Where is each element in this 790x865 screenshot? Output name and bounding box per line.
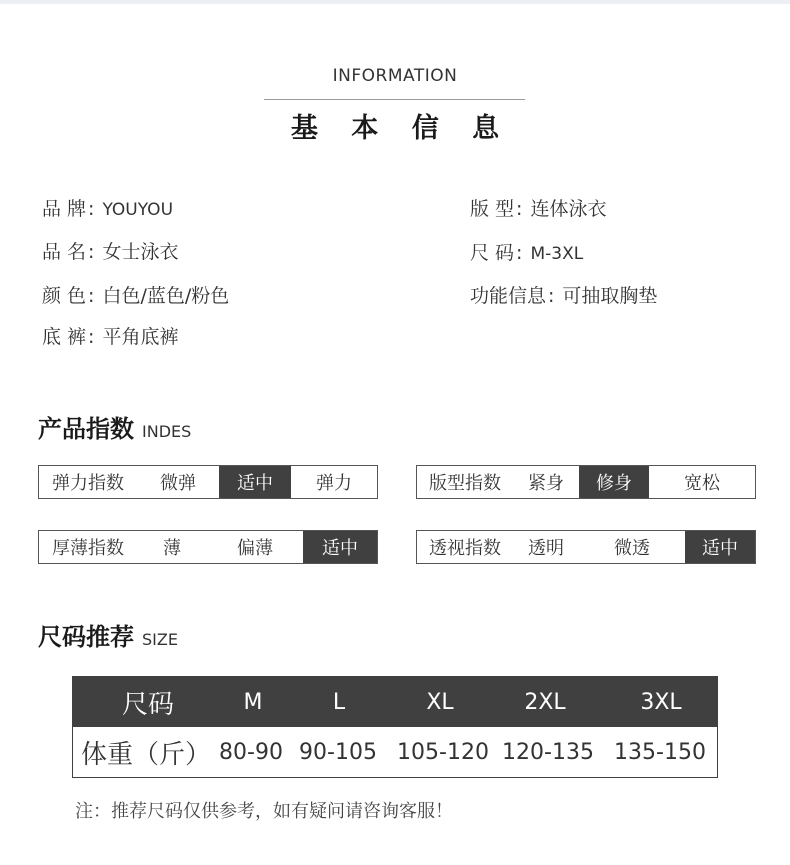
info-brand-value: YOUYOU (102, 200, 174, 220)
table-cell: 80-90 (219, 739, 283, 765)
header-cell: 2XL (524, 689, 566, 715)
info-fit-value: 连体泳衣 (530, 198, 607, 220)
index-label: 版型指数 (429, 473, 501, 494)
info-brand-key: 品 牌 (42, 198, 87, 220)
table-cell: 90-105 (299, 739, 377, 765)
index-label: 透视指数 (429, 538, 501, 559)
info-name-key: 品 名 (42, 241, 87, 263)
table-cell: 135-150 (614, 739, 706, 765)
index-label: 厚薄指数 (52, 538, 124, 559)
info-function-value: 可抽取胸垫 (562, 285, 658, 307)
info-size: 尺 码 : M-3XL (470, 242, 584, 264)
index-option-selected: 适中 (685, 531, 755, 563)
table-cell: 120-135 (502, 739, 594, 765)
index-option: 弹力 (316, 473, 352, 494)
info-bottom: 底 裤 : 平角底裤 (42, 326, 179, 348)
info-name: 品 名 : 女士泳衣 (42, 241, 179, 263)
size-table-row (73, 727, 717, 777)
index-option: 微透 (614, 538, 650, 559)
index-section-title: 产品指数 INDES (38, 415, 192, 443)
index-option: 紧身 (528, 473, 564, 494)
info-bottom-value: 平角底裤 (102, 326, 179, 348)
size-table-header (73, 677, 717, 727)
index-sheerness (416, 530, 756, 564)
header-cell: M (243, 689, 263, 715)
index-option: 薄 (163, 538, 181, 559)
footnote: 注：推荐尺码仅供参考，如有疑问请咨询客服！ (75, 801, 453, 822)
header-cell: L (332, 689, 346, 715)
index-label: 弹力指数 (52, 473, 124, 494)
index-option: 偏薄 (237, 538, 273, 559)
info-bottom-key: 底 裤 (42, 326, 87, 348)
info-brand: 品 牌 : YOUYOU (42, 198, 174, 220)
top-divider (0, 0, 790, 4)
index-option-selected: 修身 (579, 466, 649, 498)
info-function-key: 功能信息 (470, 285, 547, 307)
info-size-key: 尺 码 (470, 242, 515, 264)
info-color: 颜 色 : 白色/蓝色/粉色 (42, 285, 230, 307)
size-table (72, 676, 718, 778)
header-cell: 3XL (640, 689, 682, 715)
table-cell: 体重（斤） (80, 739, 211, 770)
section-heading-cn: 基 本 信 息 (290, 113, 512, 144)
info-fit-key: 版 型 (470, 198, 515, 220)
heading-rule (264, 99, 525, 100)
index-option: 微弹 (160, 473, 196, 494)
index-elasticity (38, 465, 378, 499)
header-cell: 尺码 (121, 689, 174, 720)
index-option: 透明 (528, 538, 564, 559)
info-fit: 版 型 : 连体泳衣 (470, 198, 607, 220)
index-option-selected: 适中 (303, 531, 377, 563)
info-name-value: 女士泳衣 (102, 241, 179, 263)
section-heading-en: INFORMATION (332, 66, 458, 86)
index-option-selected: 适中 (219, 466, 291, 498)
index-fit (416, 465, 756, 499)
info-function: 功能信息 : 可抽取胸垫 (470, 285, 658, 307)
info-color-key: 颜 色 (42, 285, 87, 307)
index-option: 宽松 (684, 473, 720, 494)
table-cell: 105-120 (397, 739, 489, 765)
info-size-value: M-3XL (530, 244, 584, 264)
header-cell: XL (426, 689, 454, 715)
info-color-value: 白色/蓝色/粉色 (102, 285, 230, 307)
size-section-title: 尺码推荐 SIZE (38, 623, 178, 651)
index-thickness (38, 530, 378, 564)
